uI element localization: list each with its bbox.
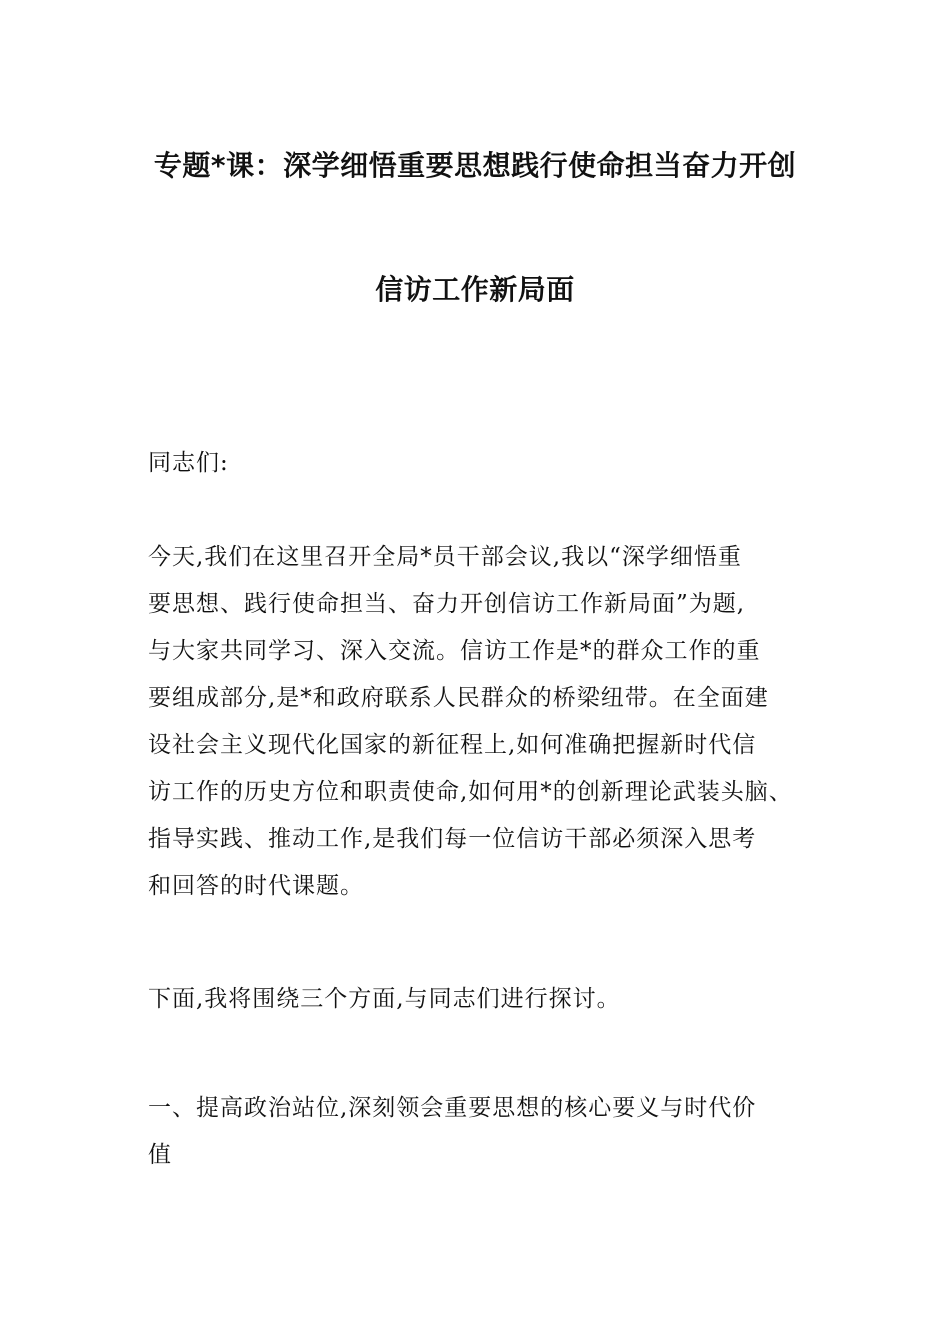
document-title-line-1: 专题*课：深学细悟重要思想践行使命担当奋力开创 bbox=[153, 149, 797, 182]
greeting: 同志们: bbox=[148, 450, 229, 476]
heading-line: 值 bbox=[148, 1142, 172, 1168]
paragraph-line: 要思想、践行使命担当、奋力开创信访工作新局面”为题, bbox=[148, 591, 746, 617]
heading-line: 一、提高政治站位,深刻领会重要思想的核心要义与时代价 bbox=[148, 1095, 757, 1121]
paragraph-line: 访工作的历史方位和职责使命,如何用*的创新理论武装头脑、 bbox=[148, 779, 793, 805]
paragraph-line: 设社会主义现代化国家的新征程上,如何准确把握新时代信 bbox=[148, 732, 757, 758]
paragraph-line: 指导实践、推动工作,是我们每一位信访干部必须深入思考 bbox=[148, 826, 757, 852]
section-1-heading bbox=[148, 1085, 828, 1179]
paragraph-outline: 下面,我将围绕三个方面,与同志们进行探讨。 bbox=[148, 986, 621, 1012]
paragraph-line: 今天,我们在这里召开全局*员干部会议,我以“深学细悟重 bbox=[148, 544, 742, 570]
document-title-line-2: 信访工作新局面 bbox=[375, 273, 575, 306]
paragraph-line: 和回答的时代课题。 bbox=[148, 873, 364, 899]
paragraph-intro bbox=[148, 534, 828, 910]
paragraph-line: 与大家共同学习、深入交流。信访工作是*的群众工作的重 bbox=[148, 638, 761, 664]
paragraph-line: 要组成部分,是*和政府联系人民群众的桥梁纽带。在全面建 bbox=[148, 685, 769, 711]
